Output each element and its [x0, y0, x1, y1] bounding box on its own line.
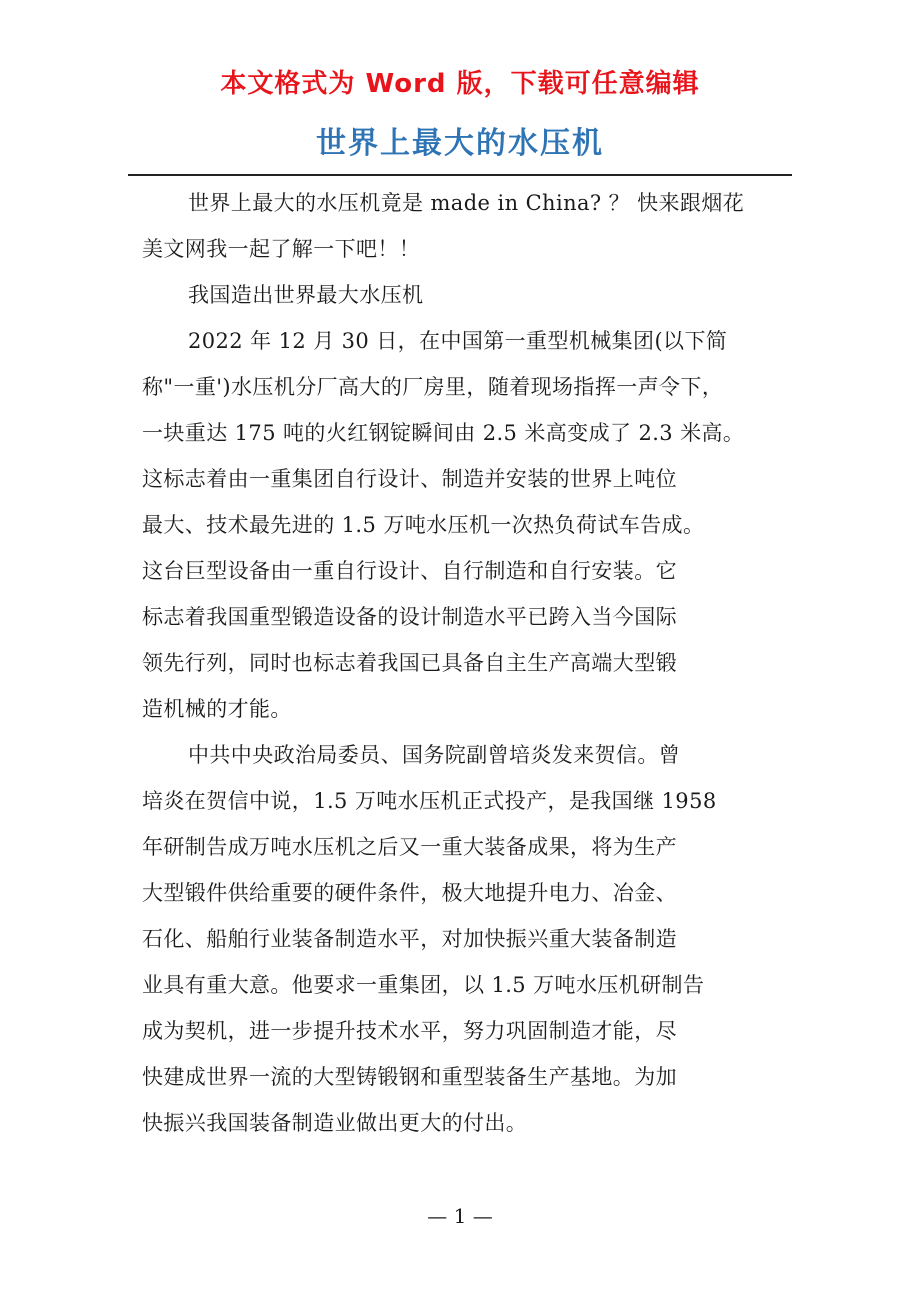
paragraph-line: 培炎在贺信中说，1.5 万吨水压机正式投产，是我国继 1958 [142, 789, 717, 813]
paragraph-line: 中共中央政治局委员、国务院副曾培炎发来贺信。曾 [188, 743, 681, 767]
paragraph-line: 快建成世界一流的大型铸锻钢和重型装备生产基地。为加 [142, 1065, 677, 1089]
paragraph-line: 称"一重')水压机分厂高大的厂房里，随着现场指挥一声令下， [142, 375, 724, 399]
paragraph-line: 业具有重大意。他要求一重集团，以 1.5 万吨水压机研制告 [142, 973, 705, 997]
paragraph-line: 石化、船舶行业装备制造水平，对加快振兴重大装备制造 [142, 927, 677, 951]
document-body [142, 180, 790, 1146]
paragraph-line: 年研制告成万吨水压机之后又一重大装备成果，将为生产 [142, 835, 677, 859]
paragraph-line: 美文网我一起了解一下吧！！ [142, 237, 421, 261]
paragraph-line: 最大、技术最先进的 1.5 万吨水压机一次热负荷试车告成。 [142, 513, 705, 537]
paragraph-line: 标志着我国重型锻造设备的设计制造水平已跨入当今国际 [142, 605, 677, 629]
paragraph-line: 我国造出世界最大水压机 [188, 283, 424, 307]
paragraph-line: 2022 年 12 月 30 日，在中国第一重型机械集团(以下简 [188, 329, 728, 353]
page-number: — 1 — [427, 1204, 493, 1228]
paragraph-line: 一块重达 175 吨的火红钢锭瞬间由 2.5 米高变成了 2.3 米高。 [142, 421, 745, 445]
paragraph-line: 领先行列，同时也标志着我国已具备自主生产高端大型锻 [142, 651, 677, 675]
paragraph-line: 大型锻件供给重要的硬件条件，极大地提升电力、冶金、 [142, 881, 677, 905]
paragraph-line: 快振兴我国装备制造业做出更大的付出。 [142, 1111, 528, 1135]
page-title: 世界上最大的水压机 [316, 126, 604, 161]
paragraph-line: 世界上最大的水压机竟是 made in China? ？ 快来跟烟花 [188, 191, 745, 215]
title-divider [128, 174, 792, 176]
paragraph-line: 造机械的才能。 [142, 697, 292, 721]
paragraph-line: 这台巨型设备由一重自行设计、自行制造和自行安装。它 [142, 559, 677, 583]
paragraph-line: 这标志着由一重集团自行设计、制造并安装的世界上吨位 [142, 467, 677, 491]
paragraph-line: 成为契机，进一步提升技术水平，努力巩固制造才能，尽 [142, 1019, 677, 1043]
format-banner: 本文格式为 Word 版，下载可任意编辑 [220, 69, 700, 99]
